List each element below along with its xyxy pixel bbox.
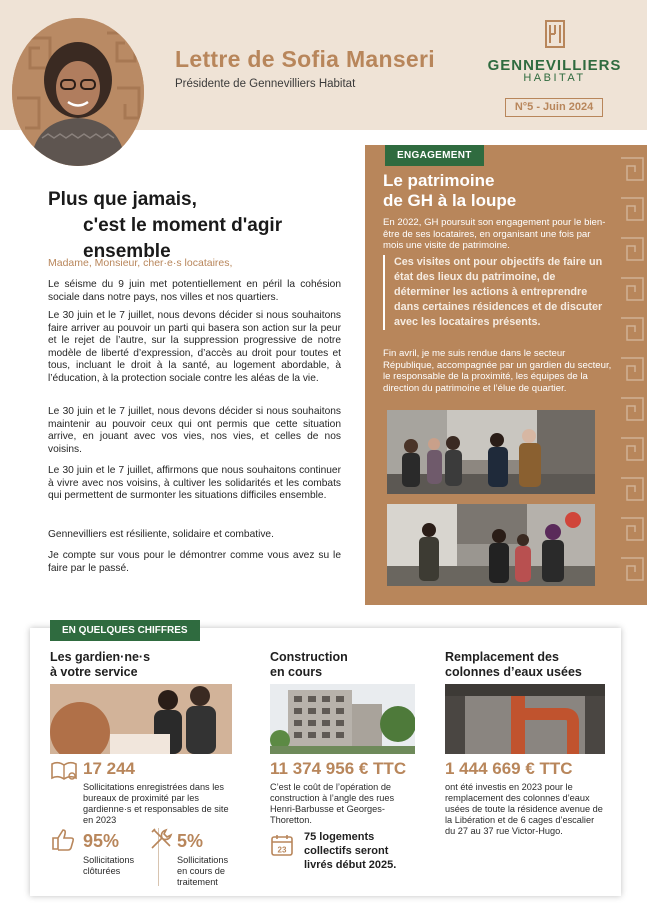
engagement-text: Fin avril, je me suis rendue dans le secteur République, accompagnée par un gardien du secteur, le responsable de la proximité, les équipes de la direction du patrimoine et l’élue de quartier. xyxy=(383,348,612,394)
author-portrait xyxy=(12,18,144,166)
logo-name: GENNEVILLIERS xyxy=(487,57,622,74)
pipes-cost: 1 444 669 € TTC xyxy=(445,759,573,778)
caretakers-title-line-2: à votre service xyxy=(50,665,138,679)
logo-subname: HABITAT xyxy=(523,72,586,84)
letter-paragraph-5: Gennevilliers est résiliente, solidaire et combative. xyxy=(48,529,274,540)
requests-count: 17 244 xyxy=(83,759,135,778)
pipes-title-line-1: Remplacement des xyxy=(445,650,559,664)
construction-cost: 11 374 956 € TTC xyxy=(270,759,407,778)
engagement-tag: ENGAGEMENT xyxy=(385,145,484,166)
pipes-title xyxy=(445,650,582,680)
maze-pattern-decoration xyxy=(619,153,647,603)
gh-monogram-icon xyxy=(545,20,565,48)
pipes-photo xyxy=(445,684,605,754)
construction-title-line-1: Construction xyxy=(270,650,348,664)
headline-line-1: Plus que jamais, xyxy=(48,189,197,210)
in-progress-label xyxy=(177,855,228,888)
housing-note xyxy=(304,830,396,872)
closed-label xyxy=(83,855,134,877)
in-progress-label-line-3: traitement xyxy=(177,877,218,887)
calendar-icon xyxy=(270,833,294,857)
housing-note-line-1: 75 logements xyxy=(304,831,375,843)
closed-label-line-1: Sollicitations xyxy=(83,855,135,865)
engagement-panel xyxy=(365,145,647,605)
caretakers-title-line-1: Les gardien·ne·s xyxy=(50,650,151,664)
engagement-title-line-1: Le patrimoine xyxy=(383,171,495,190)
letter-paragraph-3: Le 30 juin et le 7 juillet, nous devons décider si nous souhaitons maintenir au pouvoir ceux qui ont permis que cette situation arrive, en jouant avec vos vies, nos vies, et celles de nos voisins. xyxy=(48,406,341,455)
letter-headline xyxy=(48,187,358,265)
key-figures-box xyxy=(30,625,621,896)
caretakers-title xyxy=(50,650,150,680)
headline-line-2: c'est le moment d'agir ensemble xyxy=(83,215,283,262)
open-book-icon xyxy=(50,760,78,782)
in-progress-label-line-2: en cours de xyxy=(177,866,226,876)
engagement-intro: En 2022, GH poursuit son engagement pour le bien-être de ses locataires, en organisant une fois par mois une visite de patrimoine. xyxy=(383,217,606,251)
requests-description: Sollicitations enregistrées dans les bureaux de proximité par les gardienne·s et responsables de site en 2023 xyxy=(83,782,229,825)
letter-paragraph-4: Le 30 juin et le 7 juillet, affirmons que nous souhaitons continuer à vivre avec nos voisins, à cultiver les solidarités et les combats qui permettent de surmonter les situations difficiles ensemble. xyxy=(48,465,341,501)
visit-photo-1 xyxy=(387,410,595,494)
letter-greeting: Madame, Monsieur, cher·e·s locataires, xyxy=(48,257,233,269)
letter-paragraph-6: Je compte sur vous pour le démontrer comme vous avez su le faire par le passé. xyxy=(48,550,341,574)
pipes-description: ont été investis en 2023 pour le remplacement des colonnes d’eaux usées de toute la résidence avenue de la Libération et de 6 cages d’escalier du 27 au 37 rue Victor-Hugo. xyxy=(445,782,603,836)
construction-title-line-2: en cours xyxy=(270,665,323,679)
issue-badge: N°5 - Juin 2024 xyxy=(505,98,603,117)
engagement-quote: Ces visites ont pour objectifs de faire un état des lieux du patrimoine, de déterminer les actions à entreprendre dans certaines résidences et de discuter avec les locataires présents. xyxy=(383,255,613,330)
closed-label-line-2: clôturées xyxy=(83,866,121,876)
engagement-title xyxy=(383,171,516,211)
thumbs-up-icon xyxy=(50,826,76,852)
pipes-title-line-2: colonnes d’eaux usées xyxy=(445,665,582,679)
caretakers-photo xyxy=(50,684,232,754)
closed-percentage: 95% xyxy=(83,831,120,851)
housing-note-line-2: collectifs seront xyxy=(304,845,389,857)
in-progress-percentage: 5% xyxy=(177,831,204,851)
construction-photo xyxy=(270,684,415,754)
letter-paragraph-1: Le séisme du 9 juin met potentiellement en péril la cohésion sociale dans notre pays, nos villes et nos quartiers. xyxy=(48,279,341,303)
calendar-day: 23 xyxy=(277,845,287,855)
engagement-title-line-2: de GH à la loupe xyxy=(383,191,517,210)
housing-note-line-3: livrés début 2025. xyxy=(304,859,397,871)
gennevilliers-habitat-logo xyxy=(482,20,627,84)
letter-title: Lettre de Sofia Manseri xyxy=(175,46,435,72)
letter-paragraph-2: Le 30 juin et le 7 juillet, nous devons décider si nous souhaitons faire arriver au pouvoir un parti qui basera son action sur la peur et le rejet de l’autre, sur la suppression progressive de notre modèle de liberté d’expression, d’accès au droit pour toutes et tous, incluant le droit à la santé, au logement abordable, à l’éducation, à la protection sociale contre les aléas de la vie. xyxy=(48,310,341,384)
tools-icon xyxy=(148,826,174,852)
author-role: Présidente de Gennevilliers Habitat xyxy=(175,78,356,90)
in-progress-label-line-1: Sollicitations xyxy=(177,855,229,865)
construction-title xyxy=(270,650,348,680)
visit-photo-2 xyxy=(387,504,595,586)
key-figures-tag: EN QUELQUES CHIFFRES xyxy=(50,620,200,641)
construction-description: C’est le coût de l’opération de construction à l’angle des rues Henri-Barbusse et Georges-Thoretton. xyxy=(270,782,395,825)
